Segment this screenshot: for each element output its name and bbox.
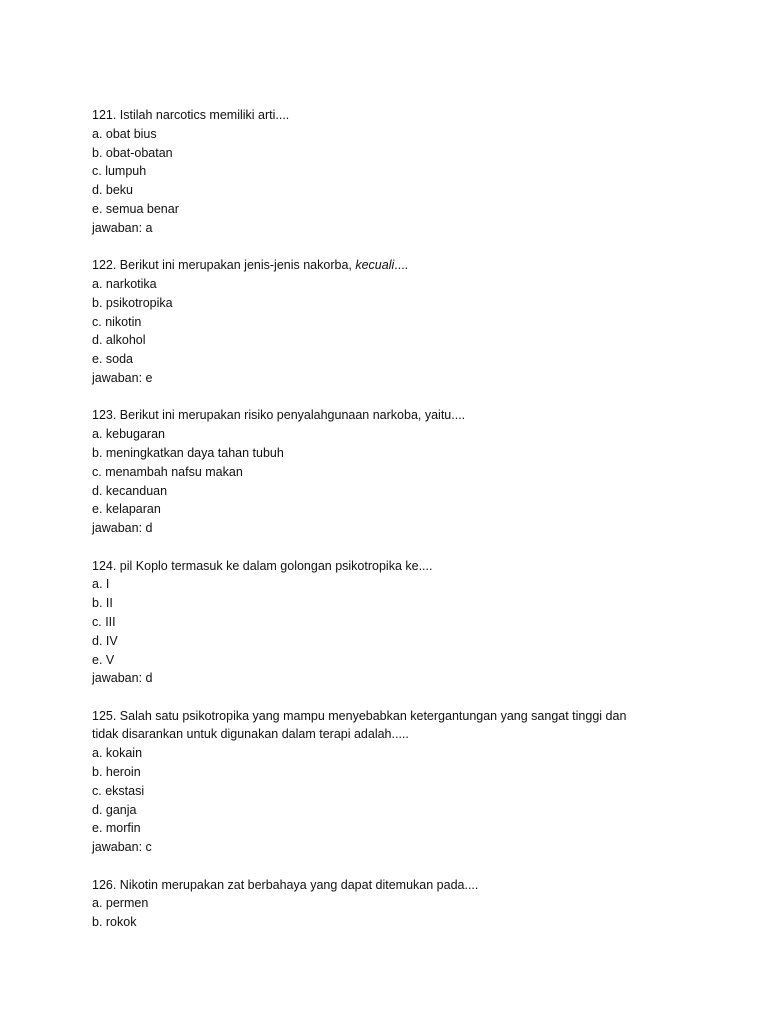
option-e: e. V [92,652,115,667]
option-e: e. kelaparan [92,502,161,517]
option-a: a. I [92,577,110,592]
option-d: d. ganja [92,802,137,817]
option-b: b. II [92,596,113,611]
option-d: d. kecanduan [92,483,168,498]
option-d: d. beku [92,183,134,198]
question-121 [92,106,732,238]
option-b: b. obat-obatan [92,145,173,160]
question-123 [92,406,732,538]
answer-line: jawaban: c [92,840,152,855]
option-c: c. lumpuh [92,164,147,179]
question-stem-tail: .... [394,258,409,273]
question-126 [92,876,732,932]
option-a: a. obat bius [92,126,157,141]
answer-line: jawaban: a [92,220,153,235]
option-b: b. rokok [92,915,137,930]
option-c: c. menambah nafsu makan [92,464,243,479]
question-stem: 123. Berikut ini merupakan risiko penyalahgunaan narkoba, yaitu.... [92,408,466,423]
option-e: e. semua benar [92,201,179,216]
question-stem: 124. pil Koplo termasuk ke dalam golongan psikotropika ke.... [92,558,433,573]
question-stem: 126. Nikotin merupakan zat berbahaya yang dapat ditemukan pada.... [92,877,479,892]
answer-line: jawaban: e [92,370,153,385]
option-d: d. IV [92,633,118,648]
question-stem [92,256,732,275]
option-a: a. narkotika [92,276,157,291]
option-c: c. III [92,614,116,629]
option-a: a. kebugaran [92,427,165,442]
option-e: e. morfin [92,821,141,836]
option-e: e. soda [92,352,134,367]
option-c: c. ekstasi [92,783,145,798]
option-b: b. meningkatkan daya tahan tubuh [92,445,284,460]
answer-line: jawaban: d [92,521,153,536]
question-stem-main: 122. Berikut ini merupakan jenis-jenis nakorba, [92,258,356,273]
option-a: a. kokain [92,746,143,761]
answer-line: jawaban: d [92,671,153,686]
option-d: d. alkohol [92,333,146,348]
question-122 [92,256,732,388]
question-stem: 125. Salah satu psikotropika yang mampu menyebabkan ketergantungan yang sangat tinggi dan [92,708,627,723]
option-a: a. permen [92,896,149,911]
option-b: b. psikotropika [92,295,173,310]
question-stem: 121. Istilah narcotics memiliki arti.... [92,108,290,122]
option-b: b. heroin [92,765,141,780]
question-stem-continued: tidak disarankan untuk digunakan dalam terapi adalah..... [92,727,409,742]
question-stem-emphasis: kecuali [355,258,395,273]
question-125 [92,707,732,857]
document-page [92,106,732,951]
option-c: c. nikotin [92,314,142,329]
question-124 [92,557,732,689]
